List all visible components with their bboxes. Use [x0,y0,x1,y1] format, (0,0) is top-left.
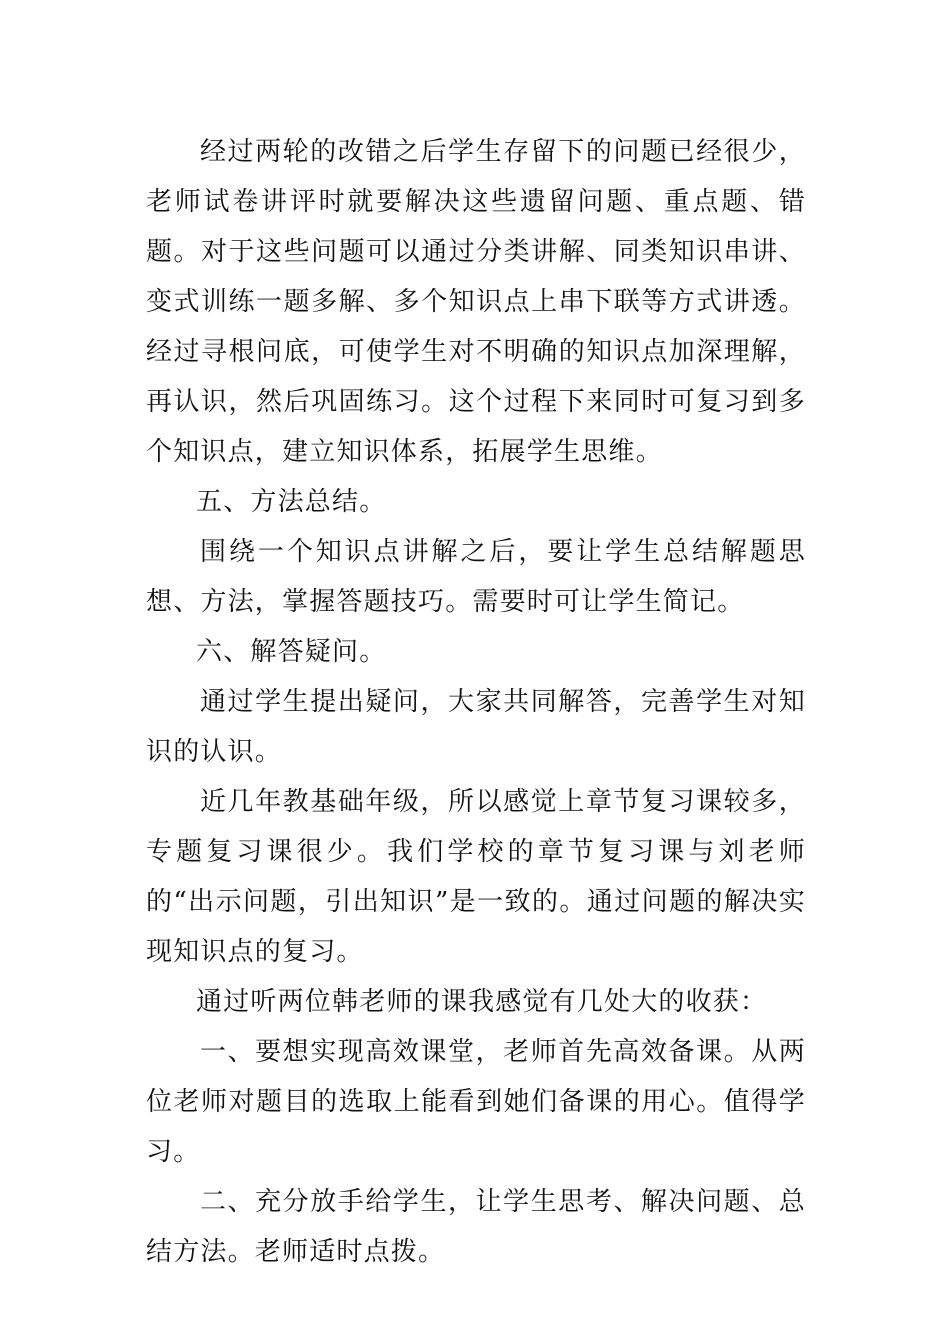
paragraph-method-summary: 围绕一个知识点讲解之后，要让学生总结解题思想、方法，掌握答题技巧。需要时可让学生简记。 [146,537,806,617]
section-heading-answer-questions: 六、解答疑问。 [196,637,387,667]
paragraph-gain-two: 二、充分放手给学生，让学生思考、解决问题、总结方法。老师适时点拨。 [146,1187,806,1267]
paragraph-review-errors: 经过两轮的改错之后学生存留下的问题已经很少，老师试卷讲评时就要解决这些遗留问题、重点题、错题。对于这些问题可以通过分类讲解、同类知识串讲、变式训练一题多解、多个知识点上串下联等方式讲透。经过寻根问底，可使学生对不明确的知识点加深理解，再认识，然后巩固练习。这个过程下来同时可复习到多个知识点，建立知识体系，拓展学生思维。 [146,137,806,467]
paragraph-chapter-review: 近几年教基础年级，所以感觉上章节复习课较多，专题复习课很少。我们学校的章节复习课与刘老师的“出示问题，引出知识”是一致的。通过问题的解决实现知识点的复习。 [146,787,806,967]
section-heading-method-summary: 五、方法总结。 [196,487,387,517]
paragraph-gain-one: 一、要想实现高效课堂，老师首先高效备课。从两位老师对题目的选取上能看到她们备课的用心。值得学习。 [146,1037,806,1167]
paragraph-gains-intro: 通过听两位韩老师的课我感觉有几处大的收获： [196,987,768,1017]
paragraph-answer-questions: 通过学生提出疑问，大家共同解答，完善学生对知识的认识。 [146,687,806,767]
document-body [146,127,806,1277]
